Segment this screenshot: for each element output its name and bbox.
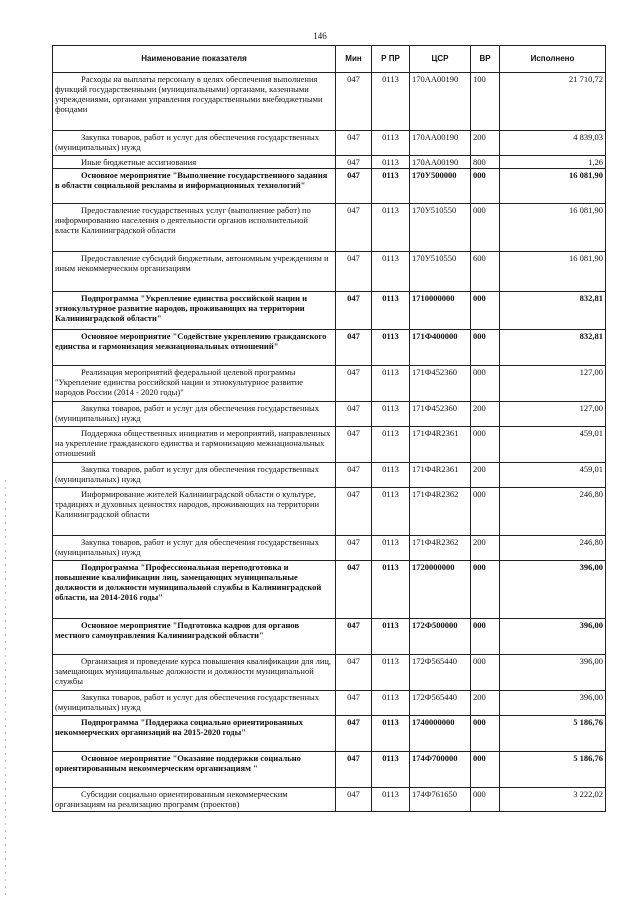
row-target-article-cell: 170У500000: [410, 169, 471, 204]
row-name-cell: [53, 330, 336, 366]
row-executed-cell: 127,00: [500, 366, 606, 402]
row-ministry-cell: 047: [336, 716, 372, 752]
row-ministry-cell: 047: [336, 536, 372, 561]
row-target-article-cell: 1710000000: [410, 292, 471, 330]
table-header-row: [53, 46, 606, 73]
table-row: [53, 131, 606, 156]
row-expense-type-cell: 200: [471, 536, 500, 561]
row-target-article-cell: 174Ф700000: [410, 752, 471, 788]
row-section-cell: 0113: [372, 691, 410, 716]
row-target-article-cell: 171Ф4R2362: [410, 488, 471, 536]
row-target-article-cell: 171Ф452360: [410, 402, 471, 427]
row-target-article-cell: 174Ф761650: [410, 788, 471, 812]
row-executed-cell: 4 839,03: [500, 131, 606, 156]
header-expense-type: ВР: [471, 46, 500, 73]
table-row: [53, 169, 606, 204]
row-ministry-cell: 047: [336, 427, 372, 463]
row-name-cell: [53, 463, 336, 488]
table-row: [53, 716, 606, 752]
table-row: [53, 488, 606, 536]
row-name-text: Предоставление государственных услуг (выполнение работ) по информированию населения о деятельности органов исполнительной власти Калининградской области: [55, 205, 311, 235]
row-expense-type-cell: 000: [471, 204, 500, 252]
row-section-cell: 0113: [372, 169, 410, 204]
table-row: [53, 536, 606, 561]
table-row: [53, 292, 606, 330]
row-executed-cell: 5 186,76: [500, 716, 606, 752]
row-name-text: Предоставление субсидий бюджетным, автономным учреждениям и иным некоммерческим организациям: [55, 253, 329, 273]
row-expense-type-cell: 000: [471, 619, 500, 655]
row-section-cell: 0113: [372, 536, 410, 561]
row-expense-type-cell: 200: [471, 131, 500, 156]
row-section-cell: 0113: [372, 156, 410, 169]
row-expense-type-cell: 000: [471, 788, 500, 812]
header-target-article: ЦСР: [410, 46, 471, 73]
row-name-text: Основное мероприятие "Подготовка кадров для органов местного самоуправления Калининградской области": [55, 620, 300, 640]
header-executed: Исполнено: [500, 46, 606, 73]
row-executed-cell: 459,01: [500, 427, 606, 463]
row-expense-type-cell: 100: [471, 73, 500, 131]
row-target-article-cell: 170АА00190: [410, 131, 471, 156]
row-name-cell: [53, 752, 336, 788]
row-target-article-cell: 172Ф565440: [410, 691, 471, 716]
table-row: [53, 204, 606, 252]
row-executed-cell: 21 710,72: [500, 73, 606, 131]
table-row: [53, 73, 606, 131]
row-expense-type-cell: 000: [471, 169, 500, 204]
row-name-text: Субсидии социально ориентированным некоммерческим организациям на реализацию программ (проектов): [55, 789, 288, 809]
row-expense-type-cell: 600: [471, 252, 500, 292]
row-section-cell: 0113: [372, 402, 410, 427]
row-name-text: Реализация мероприятий федеральной целевой программы "Укрепление единства российской нации и этнокультурное развитие народов России (2014 - 2020 годы)": [55, 367, 304, 397]
row-name-text: Информирование жителей Калининградской области о культуре, традициях и духовных ценностях народов, проживающих на территории Калининградской области: [55, 489, 320, 519]
table-row: [53, 252, 606, 292]
table-row: [53, 402, 606, 427]
row-expense-type-cell: 000: [471, 292, 500, 330]
row-expense-type-cell: 800: [471, 156, 500, 169]
row-target-article-cell: 171Ф4R2362: [410, 536, 471, 561]
row-section-cell: 0113: [372, 561, 410, 619]
row-ministry-cell: 047: [336, 73, 372, 131]
row-ministry-cell: 047: [336, 366, 372, 402]
row-executed-cell: 127,00: [500, 402, 606, 427]
row-name-text: Закупка товаров, работ и услуг для обеспечения государственных (муниципальных) нужд: [55, 403, 320, 423]
row-target-article-cell: 170У510550: [410, 252, 471, 292]
row-name-cell: [53, 131, 336, 156]
table-row: [53, 788, 606, 812]
table-row: [53, 463, 606, 488]
row-name-cell: [53, 292, 336, 330]
row-expense-type-cell: 000: [471, 366, 500, 402]
row-section-cell: 0113: [372, 73, 410, 131]
row-section-cell: 0113: [372, 463, 410, 488]
row-executed-cell: 3 222,02: [500, 788, 606, 812]
row-name-cell: [53, 366, 336, 402]
row-section-cell: 0113: [372, 488, 410, 536]
row-expense-type-cell: 000: [471, 716, 500, 752]
row-name-cell: [53, 169, 336, 204]
row-executed-cell: 246,80: [500, 488, 606, 536]
row-name-cell: [53, 488, 336, 536]
row-name-cell: [53, 204, 336, 252]
row-section-cell: 0113: [372, 752, 410, 788]
row-expense-type-cell: 200: [471, 691, 500, 716]
row-ministry-cell: 047: [336, 561, 372, 619]
row-name-text: Основное мероприятие "Выполнение государственного задания в области социальной рекламы и информационных технологий": [55, 170, 328, 190]
page-number: 146: [313, 31, 327, 41]
row-ministry-cell: 047: [336, 488, 372, 536]
row-target-article-cell: 170АА00190: [410, 156, 471, 169]
row-executed-cell: 16 081,90: [500, 169, 606, 204]
row-name-text: Организация и проведение курса повышения квалификации для лиц, замещающих муниципальные должности и должности муниципальной службы: [55, 656, 332, 686]
row-ministry-cell: 047: [336, 252, 372, 292]
row-ministry-cell: 047: [336, 655, 372, 691]
row-section-cell: 0113: [372, 427, 410, 463]
table-row: [53, 691, 606, 716]
row-executed-cell: 1,26: [500, 156, 606, 169]
table-row: [53, 561, 606, 619]
row-section-cell: 0113: [372, 619, 410, 655]
row-target-article-cell: 172Ф565440: [410, 655, 471, 691]
row-expense-type-cell: 000: [471, 330, 500, 366]
row-target-article-cell: 1720000000: [410, 561, 471, 619]
row-executed-cell: 459,01: [500, 463, 606, 488]
row-name-text: Закупка товаров, работ и услуг для обеспечения государственных (муниципальных) нужд: [55, 692, 320, 712]
row-name-cell: [53, 427, 336, 463]
row-name-cell: [53, 73, 336, 131]
row-section-cell: 0113: [372, 788, 410, 812]
row-ministry-cell: 047: [336, 402, 372, 427]
row-name-cell: [53, 716, 336, 752]
row-name-cell: [53, 655, 336, 691]
row-name-text: Основное мероприятие "Содействие укреплению гражданского единства и гармонизация межнациональных отношений": [55, 331, 327, 351]
row-ministry-cell: 047: [336, 292, 372, 330]
row-name-text: Закупка товаров, работ и услуг для обеспечения государственных (муниципальных) нужд: [55, 132, 320, 152]
row-name-cell: [53, 252, 336, 292]
row-section-cell: 0113: [372, 204, 410, 252]
row-ministry-cell: 047: [336, 619, 372, 655]
row-ministry-cell: 047: [336, 788, 372, 812]
row-section-cell: 0113: [372, 252, 410, 292]
row-name-cell: [53, 691, 336, 716]
scan-edge-artifact: [5, 480, 6, 900]
row-target-article-cell: 1740000000: [410, 716, 471, 752]
row-ministry-cell: 047: [336, 691, 372, 716]
row-name-text: Иные бюджетные ассигнования: [81, 157, 197, 167]
row-name-cell: [53, 561, 336, 619]
row-executed-cell: 396,00: [500, 691, 606, 716]
row-executed-cell: 246,80: [500, 536, 606, 561]
header-name: Наименование показателя: [53, 46, 336, 73]
row-section-cell: 0113: [372, 655, 410, 691]
budget-execution-table: [52, 45, 606, 812]
row-name-text: Подпрограмма "Укрепление единства российской нации и этнокультурное развитие народов, проживающих на территории Калининградской области": [55, 293, 307, 323]
header-ministry: Мин: [336, 46, 372, 73]
row-name-cell: [53, 619, 336, 655]
table-row: [53, 752, 606, 788]
row-section-cell: 0113: [372, 330, 410, 366]
row-section-cell: 0113: [372, 716, 410, 752]
row-ministry-cell: 047: [336, 156, 372, 169]
row-name-text: Подпрограмма "Поддержка социально ориентированных некоммерческих организаций на 2015-2020 годы": [55, 717, 303, 737]
row-name-text: Основное мероприятие "Оказание поддержки социально ориентированным некоммерческим организациям ": [55, 753, 301, 773]
row-executed-cell: 5 186,76: [500, 752, 606, 788]
row-name-text: Закупка товаров, работ и услуг для обеспечения государственных (муниципальных) нужд: [55, 537, 320, 557]
row-target-article-cell: 171Ф452360: [410, 366, 471, 402]
row-target-article-cell: 170АА00190: [410, 73, 471, 131]
row-name-cell: [53, 536, 336, 561]
row-expense-type-cell: 200: [471, 402, 500, 427]
row-executed-cell: 16 081,90: [500, 252, 606, 292]
row-executed-cell: 16 081,90: [500, 204, 606, 252]
row-expense-type-cell: 200: [471, 463, 500, 488]
row-executed-cell: 832,81: [500, 330, 606, 366]
row-target-article-cell: 171Ф400000: [410, 330, 471, 366]
row-ministry-cell: 047: [336, 752, 372, 788]
table-body: [53, 73, 606, 812]
row-target-article-cell: 171Ф4R2361: [410, 463, 471, 488]
row-expense-type-cell: 000: [471, 427, 500, 463]
table-row: [53, 330, 606, 366]
row-name-cell: [53, 156, 336, 169]
row-executed-cell: 396,00: [500, 619, 606, 655]
row-ministry-cell: 047: [336, 463, 372, 488]
row-ministry-cell: 047: [336, 330, 372, 366]
row-executed-cell: 396,00: [500, 561, 606, 619]
row-expense-type-cell: 000: [471, 752, 500, 788]
row-target-article-cell: 172Ф500000: [410, 619, 471, 655]
row-executed-cell: 832,81: [500, 292, 606, 330]
table-row: [53, 366, 606, 402]
row-expense-type-cell: 000: [471, 655, 500, 691]
table-row: [53, 655, 606, 691]
row-name-cell: [53, 788, 336, 812]
table-row: [53, 619, 606, 655]
row-section-cell: 0113: [372, 366, 410, 402]
row-ministry-cell: 047: [336, 131, 372, 156]
row-target-article-cell: 171Ф4R2361: [410, 427, 471, 463]
row-name-text: Расходы на выплаты персоналу в целях обеспечения выполнения функций государственными (муниципальными) органами, казенными учреждениями, органами управления государственными внебюджетными фондами: [55, 74, 323, 114]
header-section: Р ПР: [372, 46, 410, 73]
row-name-text: Подпрограмма "Профессиональная переподготовка и повышение квалификации лиц, замещающих муниципальные должности и должности муниципальной службы в Калининградской области, на 2014-2016 годы": [55, 562, 322, 602]
row-name-cell: [53, 402, 336, 427]
row-ministry-cell: 047: [336, 204, 372, 252]
row-expense-type-cell: 000: [471, 561, 500, 619]
table-row: [53, 427, 606, 463]
row-target-article-cell: 170У510550: [410, 204, 471, 252]
row-section-cell: 0113: [372, 131, 410, 156]
row-executed-cell: 396,00: [500, 655, 606, 691]
table-row: [53, 156, 606, 169]
row-name-text: Закупка товаров, работ и услуг для обеспечения государственных (муниципальных) нужд: [55, 464, 320, 484]
row-section-cell: 0113: [372, 292, 410, 330]
row-expense-type-cell: 000: [471, 488, 500, 536]
row-ministry-cell: 047: [336, 169, 372, 204]
row-name-text: Поддержка общественных инициатив и мероприятий, направленных на укрепление гражданского единства и гармонизацию межнациональных отношений: [55, 428, 331, 458]
